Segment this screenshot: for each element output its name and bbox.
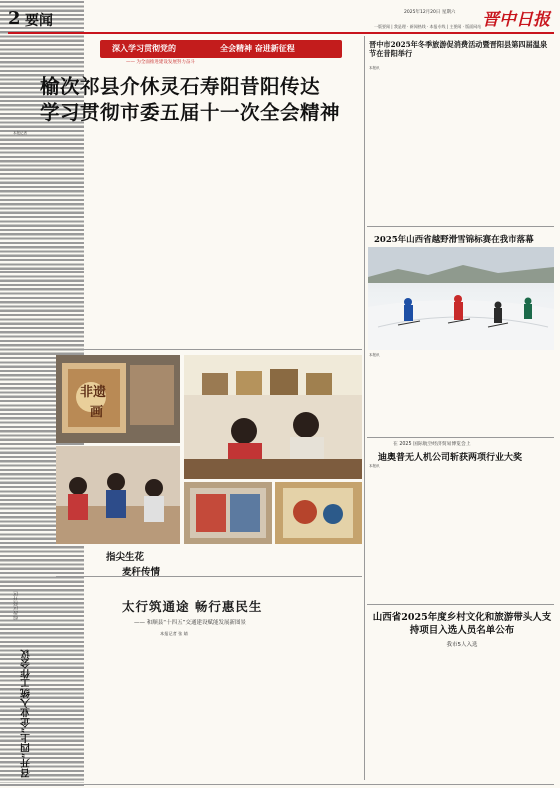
feature-photo-right-small [184, 482, 272, 544]
page-number: 2 [8, 8, 21, 29]
bottom-feature-title: 太行筑通途 畅行惠民生 [122, 599, 263, 614]
bottom-feature-byline: 本报记者 张 婧 [160, 631, 188, 636]
kicker-subtitle: —— 为全面推进建设发展努力奋斗 [126, 60, 195, 65]
lead-body-col2 [0, 270, 84, 356]
right-divider-3 [367, 604, 554, 605]
vertical-title: 召开“四上”企业入统工作会议 [21, 649, 32, 778]
ski-title: 2025年山西省越野滑雪锦标赛在我市落幕 [374, 235, 534, 245]
ski-byline: 本报讯 [369, 353, 380, 357]
photo-card-top-text: 非遗 [80, 385, 107, 400]
section-title: 要闻 [25, 13, 53, 29]
lead-title-line1: 榆次祁县介休灵石寿阳昔阳传达 [40, 75, 321, 98]
photo-caption-title: 指尖生花 [106, 552, 145, 563]
feature-photo-center [184, 355, 362, 479]
lead-title-line2: 学习贯彻市委五届十一次全会精神 [40, 101, 341, 124]
issue-date: 2025年12月20日 星期六 [404, 10, 456, 15]
page-bottom-rule [8, 784, 554, 785]
feature-photo-right-small2 [275, 482, 362, 544]
lead-body-col2b [0, 657, 84, 783]
ski-photo [368, 247, 554, 350]
right-top-title: 晋中市2025年冬季旅游促消费活动暨晋阳县第四届温泉节在昔阳举行 [369, 40, 548, 58]
feature-photo-kids [56, 446, 180, 544]
vertical-story-top-rule [8, 410, 54, 411]
rural-title: 山西省2025年度乡村文化和旅游带头人支持项目入选人员名单公布 [372, 612, 552, 636]
newspaper-logo: 晋中日报 [482, 10, 550, 30]
column-divider [364, 36, 365, 780]
vertical-kicker: 综改区经开区 [14, 591, 19, 620]
bottom-feature-subtitle: —— 和顺县“十四五”交通建设赋能发展新图景 [134, 620, 246, 626]
nav-items: 一版要闻 | 我是理 · 新闻热线 · 本报专线 | 主要闻 · 版面网站 [374, 24, 482, 29]
lead-byline: 本报记者 [13, 131, 27, 135]
rural-subtitle: 我市5人入选 [446, 642, 478, 648]
photo-caption-subtitle: 麦秆传情 [122, 567, 161, 578]
right-divider-2 [367, 437, 554, 438]
drone-kicker: 在 2025 国际航空经济贸易博览会上 [393, 442, 471, 447]
kicker-right: 全会精神 奋进新征程 [220, 43, 295, 53]
drone-byline: 本报讯 [369, 464, 380, 468]
photo-card-bottom-text: 画 [90, 405, 104, 420]
drone-title: 迪奥普无人机公司斩获两项行业大奖 [378, 453, 523, 463]
lead-kicker-band [100, 40, 342, 58]
kicker-left: 深入学习贯彻党的 [112, 43, 176, 53]
bottom-feature-top-rule [56, 576, 362, 577]
lead-bottom-rule [8, 349, 362, 350]
feature-photo-main [56, 355, 180, 443]
masthead [8, 2, 554, 33]
right-top-byline: 本报讯 [369, 66, 380, 70]
right-divider-1 [367, 226, 554, 227]
masthead-rule [8, 32, 554, 34]
